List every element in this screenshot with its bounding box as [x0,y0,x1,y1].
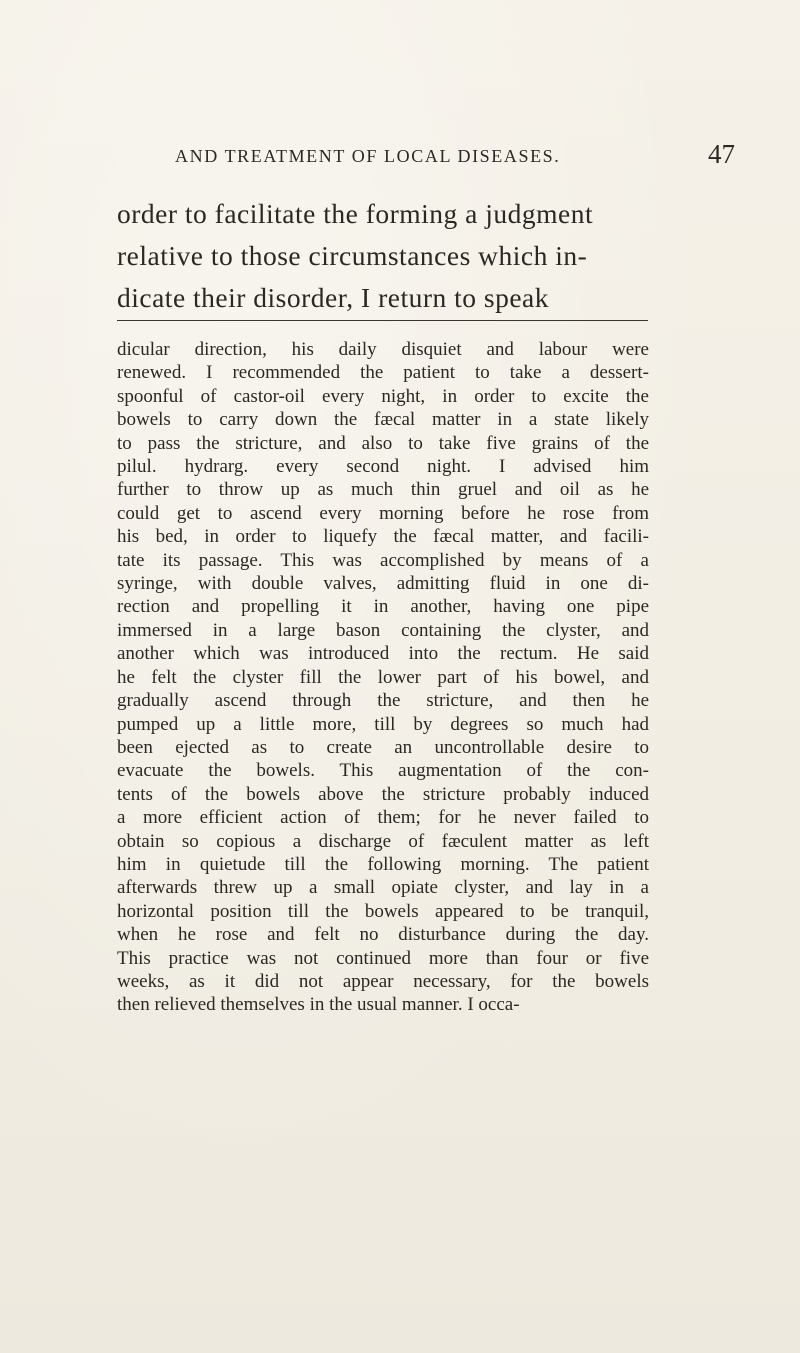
footnote-line: tate its passage. This was accomplished by means of a [117,549,649,571]
main-text-line: dicate their disorder, I return to speak [117,282,550,313]
footnote-line: his bed, in order to liquefy the fæcal matter, and facili- [117,526,649,548]
footnote-line: him in quietude till the following morning. The patient [117,853,649,875]
main-text [117,193,647,319]
footnote-line: bowels to carry down the fæcal matter in a state likely [117,409,649,431]
footnote-line: renewed. I recommended the patient to take a dessert- [117,362,649,384]
footnote-line: gradually ascend through the stricture, and then he [117,690,649,712]
footnote-line: when he rose and felt no disturbance during the day. [117,924,649,946]
footnote-line: rection and propelling it in another, having one pipe [117,596,649,618]
footnote-line: then relieved themselves in the usual manner. I occa- [117,994,520,1016]
footnote-line: weeks, as it did not appear necessary, for the bowels [117,970,649,992]
footnote-line: to pass the stricture, and also to take five grains of the [117,432,649,454]
main-text-line: relative to those circumstances which in- [117,240,588,271]
footnote-line: a more efficient action of them; for he never failed to [117,807,649,829]
footnote-line: been ejected as to create an uncontrollable desire to [117,736,649,758]
footnote-line: horizontal position till the bowels appeared to be tranquil, [117,900,649,922]
footnote-line: tents of the bowels above the stricture probably induced [117,783,649,805]
footnote-line: pilul. hydrarg. every second night. I advised him [117,456,649,478]
footnote-line: afterwards threw up a small opiate clyster, and lay in a [117,877,649,899]
footnote-text [117,338,649,1017]
running-title: AND TREATMENT OF LOCAL DISEASES. [175,146,561,166]
running-head [175,139,735,169]
footnote-line: spoonful of castor-oil every night, in order to excite the [117,385,649,407]
footnote-line: he felt the clyster fill the lower part of his bowel, and [117,666,649,688]
footnote-line: pumped up a little more, till by degrees so much had [117,713,649,735]
footnote-line: another which was introduced into the rectum. He said [117,643,649,665]
footnote-line: immersed in a large bason containing the clyster, and [117,619,649,641]
footnote-line: syringe, with double valves, admitting fluid in one di- [117,573,649,595]
page-number: 47 [708,139,735,169]
footnote-line: obtain so copious a discharge of fæculent matter as left [117,830,649,852]
main-text-line: order to facilitate the forming a judgment [117,198,594,229]
footnote-line: could get to ascend every morning before he rose from [117,502,649,524]
footnote-line: This practice was not continued more than four or five [117,947,649,969]
footnote-rule [117,320,648,321]
footnote-line: dicular direction, his daily disquiet and labour were [117,339,649,360]
footnote-line: evacuate the bowels. This augmentation of the con- [117,760,649,782]
footnote-line: further to throw up as much thin gruel and oil as he [117,479,649,501]
